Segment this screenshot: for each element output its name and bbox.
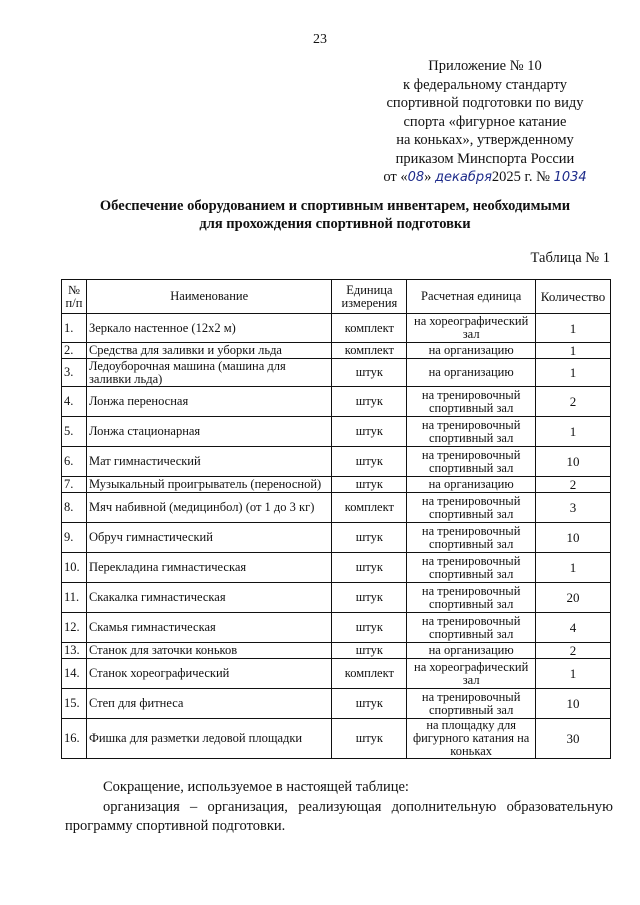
row-quantity: 1 bbox=[536, 343, 611, 359]
row-unit: штук bbox=[332, 359, 407, 387]
header-num: № п/п bbox=[62, 280, 87, 314]
row-unit: комплект bbox=[332, 659, 407, 689]
row-number: 6. bbox=[62, 447, 87, 477]
row-calc-unit: на организацию bbox=[407, 477, 536, 493]
row-name: Обруч гимнастический bbox=[86, 523, 332, 553]
row-name: Музыкальный проигрыватель (переносной) bbox=[86, 477, 332, 493]
row-number: 8. bbox=[62, 493, 87, 523]
row-quantity: 3 bbox=[536, 493, 611, 523]
table-row bbox=[62, 583, 611, 613]
row-calc-unit: на площадку для фигурного катания на коньках bbox=[407, 719, 536, 759]
row-name: Перекладина гимнастическая bbox=[86, 553, 332, 583]
row-quantity: 4 bbox=[536, 613, 611, 643]
page-number: 23 bbox=[313, 32, 327, 47]
row-unit: штук bbox=[332, 553, 407, 583]
row-number: 3. bbox=[62, 359, 87, 387]
appendix-line: на коньках», утвержденному bbox=[396, 132, 574, 148]
order-reference bbox=[360, 168, 610, 188]
footnote-line-2: организация – организация, реализующая дополнительную образовательную программу спортивной подготовки. bbox=[65, 798, 613, 834]
row-unit: штук bbox=[332, 523, 407, 553]
row-name: Скакалка гимнастическая bbox=[86, 583, 332, 613]
title-line-1: Обеспечение оборудованием и спортивным инвентарем, необходимыми bbox=[99, 198, 571, 214]
row-number: 4. bbox=[62, 387, 87, 417]
title-line-2: для прохождения спортивной подготовки bbox=[199, 216, 471, 232]
row-unit: комплект bbox=[332, 493, 407, 523]
row-calc-unit: на тренировочный спортивный зал bbox=[407, 583, 536, 613]
table-body bbox=[62, 314, 611, 759]
row-quantity: 2 bbox=[536, 387, 611, 417]
row-calc-unit: на организацию bbox=[407, 343, 536, 359]
row-unit: штук bbox=[332, 477, 407, 493]
row-quantity: 1 bbox=[536, 359, 611, 387]
appendix-line: спорта «фигурное катание bbox=[403, 113, 567, 130]
row-calc-unit: на тренировочный спортивный зал bbox=[407, 493, 536, 523]
row-number: 10. bbox=[62, 553, 87, 583]
row-unit: штук bbox=[332, 643, 407, 659]
table-row bbox=[62, 314, 611, 343]
header-name: Наименование bbox=[86, 280, 332, 314]
row-name: Зеркало настенное (12х2 м) bbox=[86, 314, 332, 343]
row-calc-unit: на хореографический зал bbox=[407, 314, 536, 343]
order-prefix: от « bbox=[383, 169, 408, 185]
order-number-handwritten: 1034 bbox=[553, 170, 587, 185]
row-number: 14. bbox=[62, 659, 87, 689]
row-unit: комплект bbox=[332, 343, 407, 359]
row-unit: комплект bbox=[332, 314, 407, 343]
row-calc-unit: на организацию bbox=[407, 359, 536, 387]
row-quantity: 1 bbox=[536, 553, 611, 583]
row-number: 9. bbox=[62, 523, 87, 553]
row-quantity: 1 bbox=[536, 659, 611, 689]
row-unit: штук bbox=[332, 583, 407, 613]
table-row bbox=[62, 689, 611, 719]
row-name: Станок для заточки коньков bbox=[86, 643, 332, 659]
order-month-handwritten: декабря bbox=[435, 170, 492, 185]
table-row bbox=[62, 447, 611, 477]
table-row bbox=[62, 493, 611, 523]
row-calc-unit: на тренировочный спортивный зал bbox=[407, 387, 536, 417]
row-name: Ледоуборочная машина (машина для заливки льда) bbox=[86, 359, 332, 387]
row-quantity: 20 bbox=[536, 583, 611, 613]
row-number: 2. bbox=[62, 343, 87, 359]
order-mid: » bbox=[424, 169, 436, 185]
row-number: 12. bbox=[62, 613, 87, 643]
row-calc-unit: на тренировочный спортивный зал bbox=[407, 523, 536, 553]
row-number: 7. bbox=[62, 477, 87, 493]
row-calc-unit: на организацию bbox=[407, 643, 536, 659]
row-calc-unit: на тренировочный спортивный зал bbox=[407, 613, 536, 643]
table-row bbox=[62, 659, 611, 689]
table-row bbox=[62, 343, 611, 359]
row-unit: штук bbox=[332, 387, 407, 417]
document-title bbox=[40, 197, 630, 233]
row-quantity: 2 bbox=[536, 643, 611, 659]
row-unit: штук bbox=[332, 613, 407, 643]
row-number: 16. bbox=[62, 719, 87, 759]
row-name: Мяч набивной (медицинбол) (от 1 до 3 кг) bbox=[86, 493, 332, 523]
header-calc: Расчетная единица bbox=[407, 280, 536, 314]
row-quantity: 2 bbox=[536, 477, 611, 493]
order-year: 2025 г. № bbox=[491, 169, 554, 185]
table-row bbox=[62, 719, 611, 759]
row-unit: штук bbox=[332, 417, 407, 447]
row-quantity: 10 bbox=[536, 447, 611, 477]
row-name: Мат гимнастический bbox=[86, 447, 332, 477]
appendix-line: приказом Минспорта России bbox=[395, 150, 575, 167]
table-header-row bbox=[62, 280, 611, 314]
order-day-handwritten: 08 bbox=[407, 170, 425, 185]
row-calc-unit: на тренировочный спортивный зал bbox=[407, 447, 536, 477]
row-quantity: 10 bbox=[536, 689, 611, 719]
header-unit: Единица измерения bbox=[332, 280, 407, 314]
row-calc-unit: на тренировочный спортивный зал bbox=[407, 553, 536, 583]
footnote bbox=[65, 778, 613, 837]
footnote-line-1: Сокращение, используемое в настоящей таблице: bbox=[103, 779, 409, 795]
row-calc-unit: на хореографический зал bbox=[407, 659, 536, 689]
table-row bbox=[62, 553, 611, 583]
row-name: Скамья гимнастическая bbox=[86, 613, 332, 643]
row-unit: штук bbox=[332, 719, 407, 759]
row-unit: штук bbox=[332, 447, 407, 477]
table-row bbox=[62, 523, 611, 553]
row-number: 11. bbox=[62, 583, 87, 613]
row-calc-unit: на тренировочный спортивный зал bbox=[407, 689, 536, 719]
row-number: 5. bbox=[62, 417, 87, 447]
row-name: Степ для фитнеса bbox=[86, 689, 332, 719]
table-row bbox=[62, 477, 611, 493]
table-label: Таблица № 1 bbox=[530, 250, 610, 266]
row-name: Станок хореографический bbox=[86, 659, 332, 689]
appendix-line: к федеральному стандарту bbox=[403, 76, 567, 93]
appendix-block bbox=[360, 57, 610, 188]
equipment-table bbox=[61, 279, 611, 759]
table-row bbox=[62, 613, 611, 643]
appendix-line: спортивной подготовки по виду bbox=[386, 95, 584, 111]
row-name: Фишка для разметки ледовой площадки bbox=[86, 719, 332, 759]
header-qty: Количество bbox=[536, 280, 611, 314]
row-name: Лонжа переносная bbox=[86, 387, 332, 417]
row-name: Средства для заливки и уборки льда bbox=[86, 343, 332, 359]
row-number: 15. bbox=[62, 689, 87, 719]
row-name: Лонжа стационарная bbox=[86, 417, 332, 447]
row-number: 1. bbox=[62, 314, 87, 343]
row-unit: штук bbox=[332, 689, 407, 719]
row-number: 13. bbox=[62, 643, 87, 659]
row-quantity: 10 bbox=[536, 523, 611, 553]
appendix-line: Приложение № 10 bbox=[428, 58, 542, 74]
row-quantity: 1 bbox=[536, 417, 611, 447]
row-calc-unit: на тренировочный спортивный зал bbox=[407, 417, 536, 447]
table-row bbox=[62, 387, 611, 417]
row-quantity: 30 bbox=[536, 719, 611, 759]
table-row bbox=[62, 417, 611, 447]
table-row bbox=[62, 643, 611, 659]
table-row bbox=[62, 359, 611, 387]
row-quantity: 1 bbox=[536, 314, 611, 343]
